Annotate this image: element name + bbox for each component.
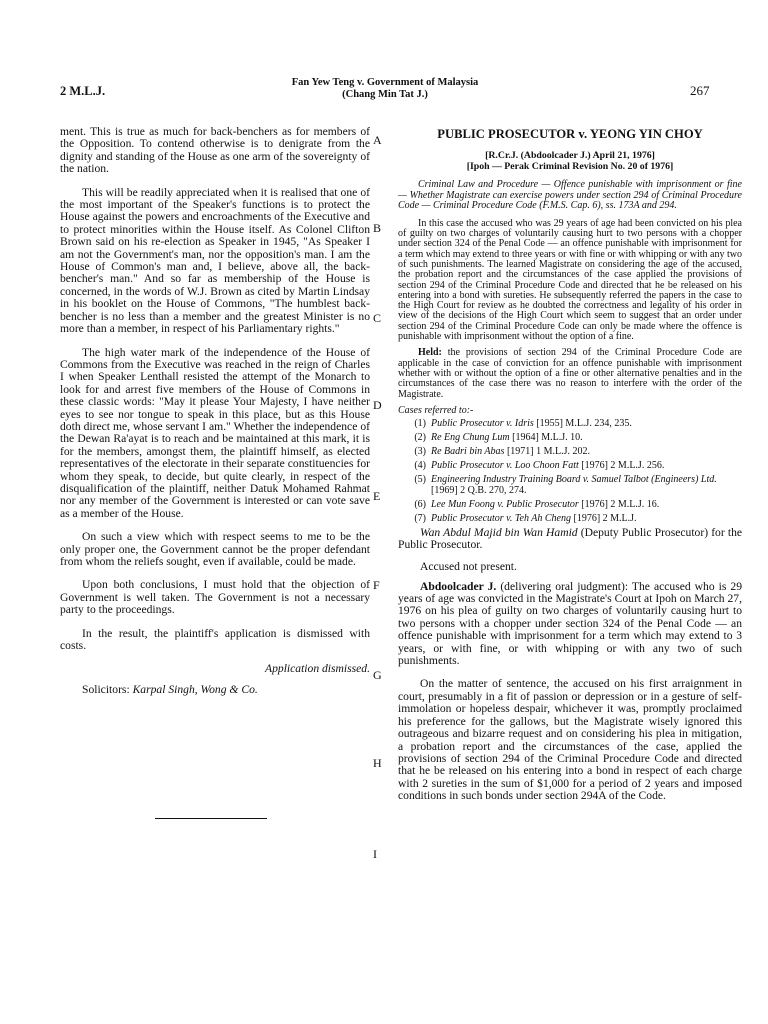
paragraph: Upon both conclusions, I must hold that the objection of Government is well taken. The Government is not a necessary party to the proceedings. [60,578,370,617]
held-label: Held: [418,347,442,359]
case-item [398,460,742,471]
paragraph: On such a view which with respect seems to me to be the only proper one, the Government cannot be the proper defendant from whom the reliefs sought, even if available, could be made. [60,530,370,568]
case-item [398,446,742,457]
paragraph: In the result, the plaintiff's application is dismissed with costs. [60,626,370,653]
paragraph: The high water mark of the independence of the House of Commons from the Executive was reached in the reign of Charles I when Speaker Lenthall resisted the attempt of the Monarch to look for and arrest five members of the House of Commons in these classic words: "May it please Your Majesty, I have neither eyes to see nor tongue to speak in this place, but as this House doth direct me, whose servant I am." Whether the independence of the Dewan Ra'ayat is to reach and be maintained at this mark, it is for the members, amongst them, the plaintiff himself, as elected representatives of the electorate in their separate constituencies for whom they speak, to decide, but quite clearly, in respect of the disqualification of the plaintiff, neither Datuk Mohamed Rahmat nor any member of the Government is interested or can vote save as a member of the House. [60,345,370,520]
case-number: (1) [414,417,426,429]
margin-letter: I [373,847,377,861]
case-citation: [1969] 2 Q.B. 270, 274. [431,484,527,496]
case-item [398,499,742,510]
held-holding [398,348,742,399]
right-column [398,127,742,814]
case-item [398,513,742,524]
judgment-text [398,581,742,803]
solicitors-line [82,684,370,696]
counsel-role: (Deputy Public Prosecutor) for the Public Prosecutor. [398,525,743,552]
case-item [398,418,742,429]
cases-list [398,418,742,524]
case-title: PUBLIC PROSECUTOR v. YEONG YIN CHOY [437,127,703,141]
margin-letter: B [373,221,382,235]
case-name: Re Eng Chung Lum [431,431,510,443]
solicitors-names: Karpal Singh, Wong & Co. [132,682,258,696]
case-name: Public Prosecutor v. Teh Ah Cheng [431,512,571,524]
paragraph: This will be readily appreciated when it is realised that one of the most important of the Speaker's functions is to protect the House against the powers and encroachments of the Executive and to protect minorities within the House itself. As Colonel Clifton Brown said on his re-election as Speaker in 1945, "As Speaker I am not the Government's man, nor the opposition's man. I am the House of Common's man and, I believe, above all, the back-bencher's man." And so far as membership of the House is concerned, in the words of W.J. Brown as cited by Martin Lindsay in his booklet on the House of Commons, "The humblest back-bencher is no less than a member and the greatest Minister is no more than a member, in respect of his Parliamentary rights." [60,185,370,336]
margin-letter: H [373,756,382,770]
case-number: (4) [414,459,426,471]
judgment-paragraph [398,581,742,668]
case-name: Public Prosecutor v. Idris [431,417,534,429]
citation-revision: [Ipoh — Perak Criminal Revision No. 20 of 1976] [466,161,674,172]
citation-court: [R.Cr.J. (Abdoolcader J.) April 21, 1976] [485,150,655,161]
margin-letter: C [373,311,382,325]
case-number: (6) [414,498,426,510]
case-number: (5) [414,473,426,485]
case-citation: [1976] 2 M.L.J. 16. [581,498,660,510]
case-citation: [1971] 1 M.L.J. 202. [506,445,590,457]
case-number: (2) [414,431,426,443]
end-of-case-rule [155,818,267,819]
left-column [60,126,370,696]
held-text: the provisions of section 294 of the Criminal Procedure Code are applicable in the case of conviction for an offence punishable with imprisonment whether with or without the option of a fine or other alternative penalties and in the circumstances of the case there was no reason to interfere with the order of the Magistrate. [398,347,742,400]
running-header-case: Fan Yew Teng v. Government of Malaysia [291,77,479,88]
case-item [398,432,742,443]
running-header-judge: (Chang Min Tat J.) [342,89,428,100]
disposition: Application dismissed. [265,662,370,676]
case-name: Engineering Industry Training Board v. Samuel Talbot (Engineers) Ltd. [431,473,717,485]
case-citation: [1964] M.L.J. 10. [512,431,583,443]
page-number: 267 [690,83,710,98]
judgment-text-1: (delivering oral judgment): The accused who is 29 years of age was convicted in the Magistrate's Court at Ipoh on March 27, 1976 on his plea of guilty on two charges of voluntarily causing hurt to two persons with a chopper under section 324 of the Penal Code — an offence punishable with imprisonment for a term which may extend to 3 years, or with fine, or with whipping or with any two of such punishments. [398,579,743,668]
case-number: (7) [414,512,426,524]
counsel-name: Wan Abdul Majid bin Wan Hamid [420,525,578,539]
case-name: Public Prosecutor v. Loo Choon Fatt [431,459,579,471]
solicitors-label: Solicitors: [82,682,130,696]
headnote: In this case the accused who was 29 years of age had been convicted on his plea of guilty on two charges of voluntarily causing hurt to two persons with a chopper under section 324 of the Penal Code — an offence punishable with imprisonment for a term which may extend to three years or with fine or with whipping or with any two of such punishments. The learned Magistrate on considering the age of the accused, the probation report and the circumstances of the case applied the provisions of section 294 of the Criminal Procedure Code and directed that he be released on his entering into a bond with sureties. He subsequently referred the papers in the case to the High Court for review as he doubted the correctness and legality of his order in view of the decisions of the High Court which seem to suggest that an order under section 294 of the Criminal Procedure Code can only be made where the offence is punishable with imprisonment without the option of a fine. [398,217,742,343]
counsel-appearance [398,527,742,552]
margin-letter: G [373,668,382,682]
case-citation: [1955] M.L.J. 234, 235. [536,417,632,429]
journal-reference: 2 M.L.J. [60,84,106,98]
running-header [250,77,520,101]
case-citation: [1976] 2 M.L.J. [573,512,637,524]
catchwords: Criminal Law and Procedure — Offence punishable with imprisonment or fine — Whether Magistrate can exercise powers under section 294 of Criminal Procedure Code — Criminal Procedure Code (F.M.S. Cap. 6), ss. 173A and 294. [398,179,742,212]
case-number: (3) [414,445,426,457]
case-name: Re Badri bin Abas [431,445,505,457]
margin-letter: A [373,133,382,147]
margin-letter: D [373,398,382,412]
judge-name: Abdoolcader J. [420,579,497,593]
cases-heading: Cases referred to:- [398,404,474,416]
case-citation: [1976] 2 M.L.J. 256. [581,459,665,471]
case-name: Lee Mun Foong v. Public Prosecutor [431,498,579,510]
paragraph-continued: ment. This is true as much for back-benchers as for members of the Opposition. To contend otherwise is to denigrate from the dignity and standing of the House as one arm of the sovereignty of the nation. [60,125,370,176]
case-item [398,474,742,496]
judgment-paragraph: On the matter of sentence, the accused on his first arraignment in court, presumably in a fit of passion or depression or in a gesture of self-immolation or hopeless despair, whichever it was, promptly proclaimed his preference for the gallows, but the Magistrate wisely ignored this outrageous and bizarre request and on considering his plea in mitigation, a probation report and the circumstances of the case, applied the provisions of section 294 of the Criminal Procedure Code and directed that he be released on his entering into a bond in respect of each charge with 2 sureties in the sum of $1,000 for a period of 2 years and imposed conditions in such bonds under section 294A of the Code. [398,677,742,803]
accused-status: Accused not present. [420,559,517,573]
margin-letter: E [373,489,381,503]
margin-letter: F [373,578,380,592]
